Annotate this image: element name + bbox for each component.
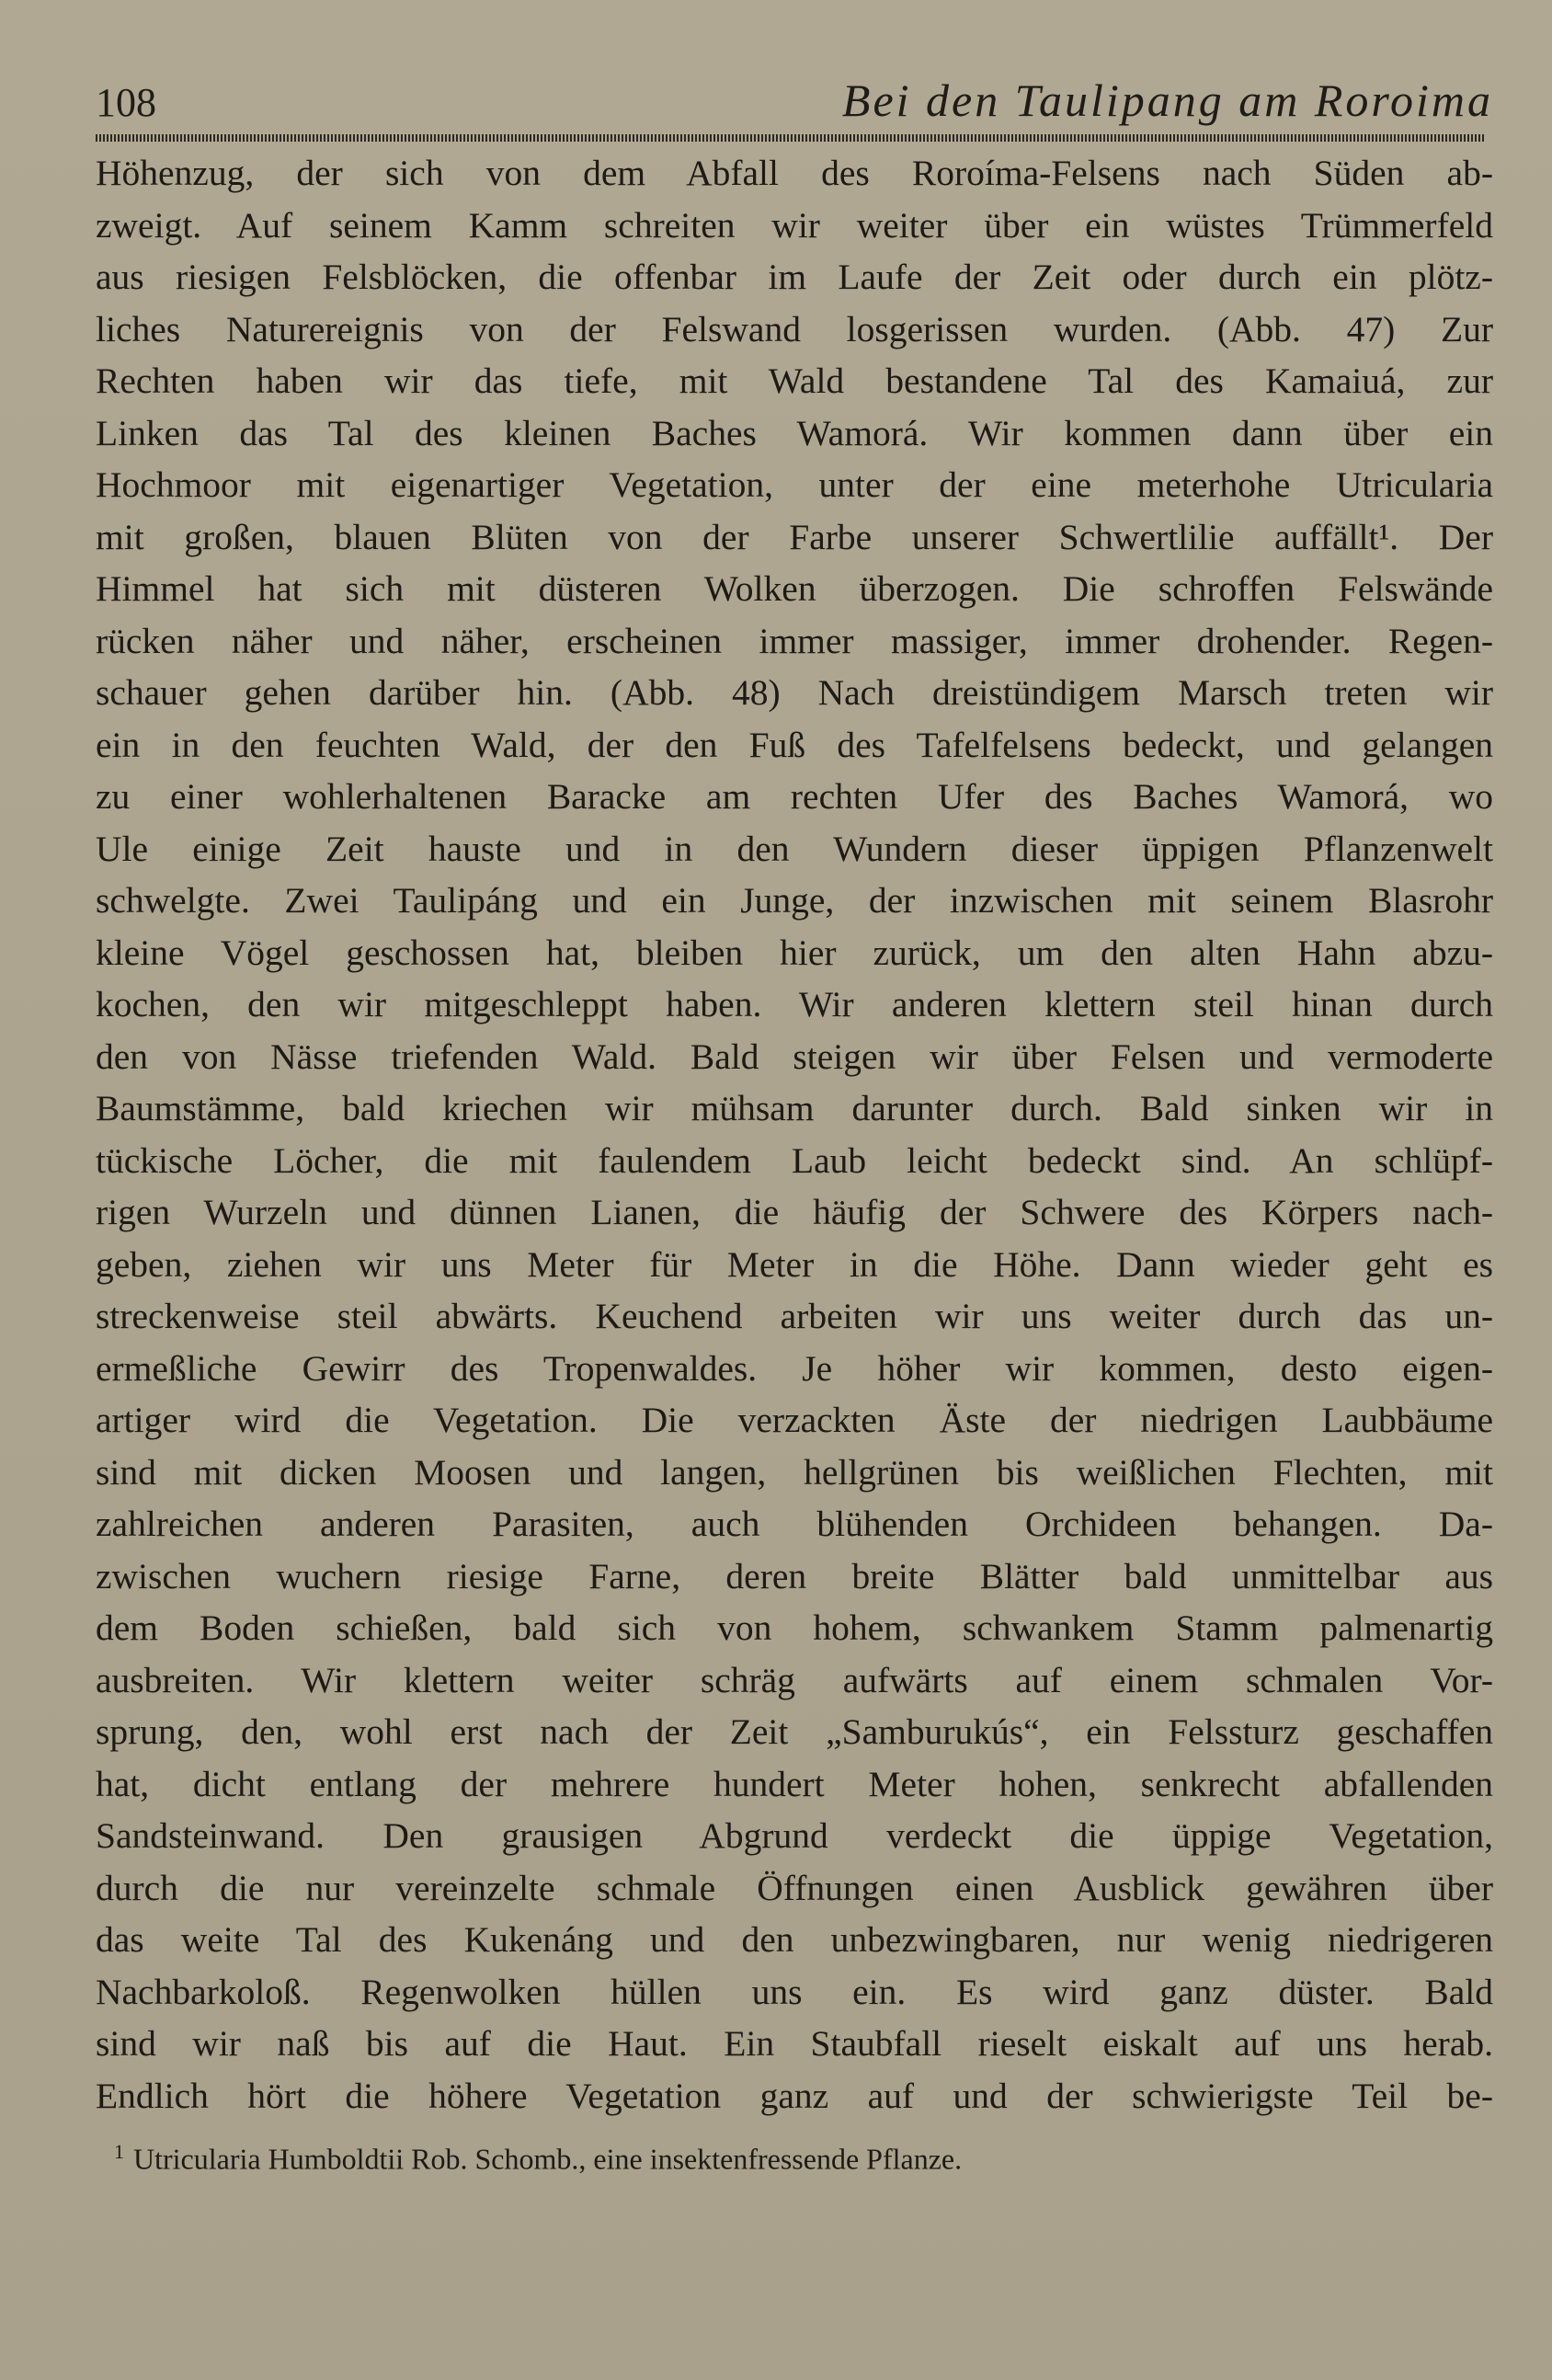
text-line: rigen Wurzeln und dünnen Lianen, die häufig der Schwere des Körpers nach- (96, 1192, 1493, 1232)
text-line: rücken näher und näher, erscheinen immer massiger, immer drohender. Regen- (96, 620, 1493, 661)
body-text (96, 147, 1493, 2122)
text-line: Ule einige Zeit hauste und in den Wundern dieser üppigen Pflanzenwelt (96, 828, 1493, 869)
text-line: ausbreiten. Wir klettern weiter schräg aufwärts auf einem schmalen Vor- (96, 1659, 1493, 1700)
text-line: tückische Löcher, die mit faulendem Laub leicht bedeckt sind. An schlüpf- (96, 1139, 1493, 1181)
text-line: zweigt. Auf seinem Kamm schreiten wir weiter über ein wüstes Trümmerfeld (96, 204, 1493, 246)
page-header (96, 74, 1493, 138)
text-line: kochen, den wir mitgeschleppt haben. Wir anderen klettern steil hinan durch (96, 984, 1493, 1024)
text-line: Höhenzug, der sich von dem Abfall des Roroíma-Felsens nach Süden ab- (96, 153, 1493, 193)
text-line: mit großen, blauen Blüten von der Farbe unserer Schwertlilie auffällt¹. Der (96, 516, 1493, 557)
text-line: das weite Tal des Kukenáng und den unbezwingbaren, nur wenig niedrigeren (96, 1919, 1493, 1960)
text-line: schauer gehen darüber hin. (Abb. 48) Nach dreistündigem Marsch treten wir (96, 672, 1493, 713)
text-line: aus riesigen Felsblöcken, die offenbar im Laufe der Zeit oder durch ein plötz- (96, 257, 1493, 297)
text-line: sprung, den, wohl erst nach der Zeit „Samburukús“, ein Felssturz geschaffen (96, 1711, 1493, 1752)
text-line: Nachbarkoloß. Regenwolken hüllen uns ein. Es wird ganz düster. Bald (96, 1971, 1493, 2012)
text-line: Rechten haben wir das tiefe, mit Wald bestandene Tal des Kamaiuá, zur (96, 360, 1493, 401)
text-line: zu einer wohlerhaltenen Baracke am rechten Ufer des Baches Wamorá, wo (96, 776, 1493, 817)
text-line: den von Nässe triefenden Wald. Bald steigen wir über Felsen und vermoderte (96, 1036, 1493, 1077)
footnote (114, 2132, 1475, 2180)
text-line: Endlich hört die höhere Vegetation ganz auf und der schwierigste Teil be- (96, 2075, 1493, 2116)
footnote-text: Utricularia Humboldtii Rob. Schomb., eine insektenfressende Pflanze. (133, 2142, 963, 2176)
text-line: zwischen wuchern riesige Farne, deren breite Blätter bald unmittelbar aus (96, 1555, 1493, 1596)
text-line: streckenweise steil abwärts. Keuchend arbeiten wir uns weiter durch das un- (96, 1296, 1493, 1336)
text-line: sind wir naß bis auf die Haut. Ein Staubfall rieselt eiskalt auf uns herab. (96, 2023, 1493, 2064)
page-number: 108 (96, 80, 156, 125)
text-line: Sandsteinwand. Den grausigen Abgrund verdeckt die üppige Vegetation, (96, 1815, 1493, 1856)
running-head: Bei den Taulipang am Roroima (841, 74, 1493, 126)
text-line: sind mit dicken Moosen und langen, hellgrünen bis weißlichen Flechten, mit (96, 1451, 1493, 1493)
text-line: zahlreichen anderen Parasiten, auch blühenden Orchideen behangen. Da- (96, 1504, 1493, 1544)
text-line: ein in den feuchten Wald, der den Fuß des Tafelfelsens bedeckt, und gelangen (96, 724, 1493, 765)
text-line: hat, dicht entlang der mehrere hundert Meter hohen, senkrecht abfallenden (96, 1763, 1493, 1804)
text-line: durch die nur vereinzelte schmale Öffnungen einen Ausblick gewähren über (96, 1867, 1493, 1908)
text-line: dem Boden schießen, bald sich von hohem, schwankem Stamm palmenartig (96, 1608, 1493, 1648)
text-line: Baumstämme, bald kriechen wir mühsam darunter durch. Bald sinken wir in (96, 1088, 1493, 1128)
footnote-marker: 1 (114, 2140, 124, 2163)
text-line: Himmel hat sich mit düsteren Wolken überzogen. Die schroffen Felswände (96, 568, 1493, 609)
text-line: kleine Vögel geschossen hat, bleiben hier zurück, um den alten Hahn abzu- (96, 932, 1493, 973)
text-line: liches Naturereignis von der Felswand losgerissen wurden. (Abb. 47) Zur (96, 308, 1493, 349)
text-line: Hochmoor mit eigenartiger Vegetation, unter der eine meterhohe Utricularia (96, 464, 1493, 505)
text-line: Linken das Tal des kleinen Baches Wamorá. Wir kommen dann über ein (96, 412, 1493, 453)
header-rule (96, 134, 1486, 142)
text-line: ermeßliche Gewirr des Tropenwaldes. Je höher wir kommen, desto eigen- (96, 1347, 1493, 1389)
text-line: schwelgte. Zwei Taulipáng und ein Junge, der inzwischen mit seinem Blasrohr (96, 880, 1493, 921)
text-line: geben, ziehen wir uns Meter für Meter in die Höhe. Dann wieder geht es (96, 1243, 1493, 1285)
text-line: artiger wird die Vegetation. Die verzackten Äste der niedrigen Laubbäume (96, 1400, 1493, 1440)
